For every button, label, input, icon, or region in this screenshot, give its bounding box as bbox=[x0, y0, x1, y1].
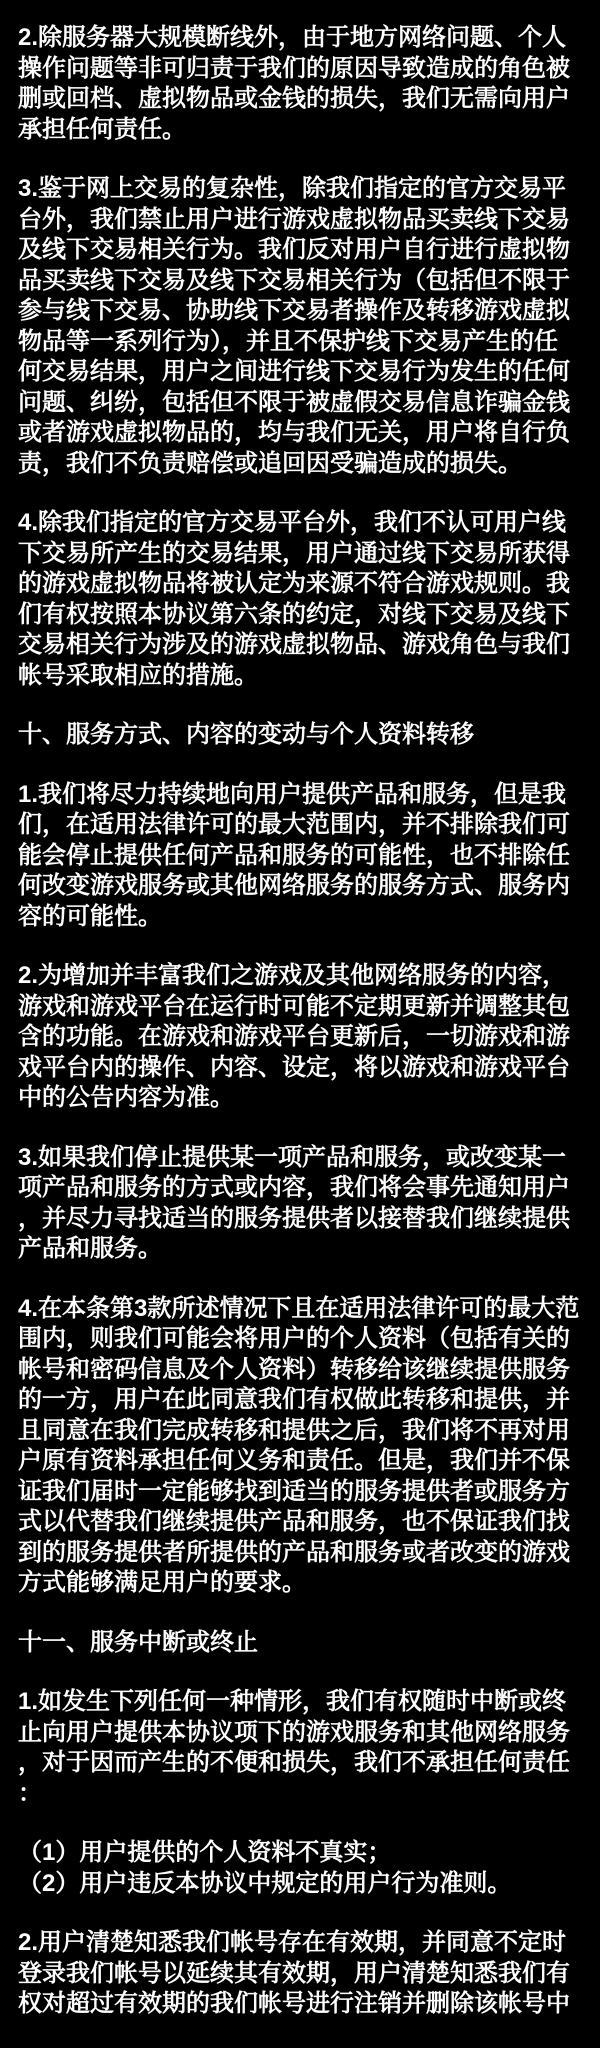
paragraph: 2.除服务器大规模断线外，由于地方网络问题、个人操作问题等非可归责于我们的原因导致造成的角色被删或回档、虚拟物品或金钱的损失，我们无需向用户承担任何责任。 bbox=[18, 24, 570, 143]
paragraph: 3.如果我们停止提供某一项产品和服务，或改变某一项产品和服务的方式或内容，我们将会事先通知用户，并尽力寻找适当的服务提供者以接替我们继续提供产品和服务。 bbox=[18, 1143, 570, 1262]
list-item: （1）用户提供的个人资料不真实； bbox=[18, 1839, 392, 1866]
paragraph: 4.除我们指定的官方交易平台外，我们不认可用户线下交易所产生的交易结果，用户通过线下交易所获得的游戏虚拟物品将被认定为来源不符合游戏规则。我们有权按照本协议第六条的约定，对线下交易及线下交易相关行为涉及的游戏虚拟物品、游戏角色与我们帐号采取相应的措施。 bbox=[18, 509, 570, 689]
paragraph: 3.鉴于网上交易的复杂性，除我们指定的官方交易平台外，我们禁止用户进行游戏虚拟物品买卖线下交易及线下交易相关行为。我们反对用户自行进行虚拟物品买卖线下交易及线下交易相关行为（包括但不限于参与线下交易、协助线下交易者操作及转移游戏虚拟物品等一系列行为），并且不保护线下交易产生的任何交易结果，用户之间进行线下交易行为发生的任何问题、纠纷，包括但不限于被虚假交易信息诈骗金钱或者游戏虚拟物品的，均与我们无关，用户将自行负责，我们不负责赔偿或追回因受骗造成的损失。 bbox=[18, 175, 570, 477]
section-heading: 十、服务方式、内容的变动与个人资料转移 bbox=[18, 721, 474, 748]
paragraph: 1.如发生下列任何一种情形，我们有权随时中断或终止向用户提供本协议项下的游戏服务和其他网络服务，对于因而产生的不便和损失，我们不承担任何责任： bbox=[18, 1688, 570, 1807]
paragraph: 2.用户清楚知悉我们帐号存在有效期，并同意不定时登录我们帐号以延续其有效期，用户清楚知悉我们有权对超过有效期的我们帐号进行注销并删除该帐号中 bbox=[18, 1929, 570, 2017]
list-item: （2）用户违反本协议中规定的用户行为准则。 bbox=[18, 1869, 512, 1897]
paragraph: 4.在本条第3款所述情况下且在适用法律许可的最大范围内，则我们可能会将用户的个人资料（包括有关的帐号和密码信息及个人资料）转移给该继续提供服务的一方，用户在此同意我们有权做此转移和提供，并且同意在我们完成转移和提供之后，我们将不再对用户原有资料承担任何义务和责任。但是，我们并不保证我们届时一定能够找到适当的服务提供者或服务方式以代替我们继续提供产品和服务，也不保证我们找到的服务提供者所提供的产品和服务或者改变的游戏方式能够满足用户的要求。 bbox=[18, 1294, 580, 1596]
section-heading: 十一、服务中断或终止 bbox=[18, 1628, 258, 1656]
paragraph: 1.我们将尽力持续地向用户提供产品和服务，但是我们，在适用法律许可的最大范围内，并不排除我们可能会停止提供任何产品和服务的可能性，也不排除任何改变游戏服务或其他网络服务的服务方式、服务内容的可能性。 bbox=[18, 780, 570, 930]
list-block bbox=[18, 1838, 580, 1899]
paragraph: 2.为增加并丰富我们之游戏及其他网络服务的内容，游戏和游戏平台在运行时可能不定期更新并调整其包含的功能。在游戏和游戏平台更新后，一切游戏和游戏平台内的操作、内容、设定，将以游戏和游戏平台中的公告内容为准。 bbox=[18, 962, 570, 1111]
